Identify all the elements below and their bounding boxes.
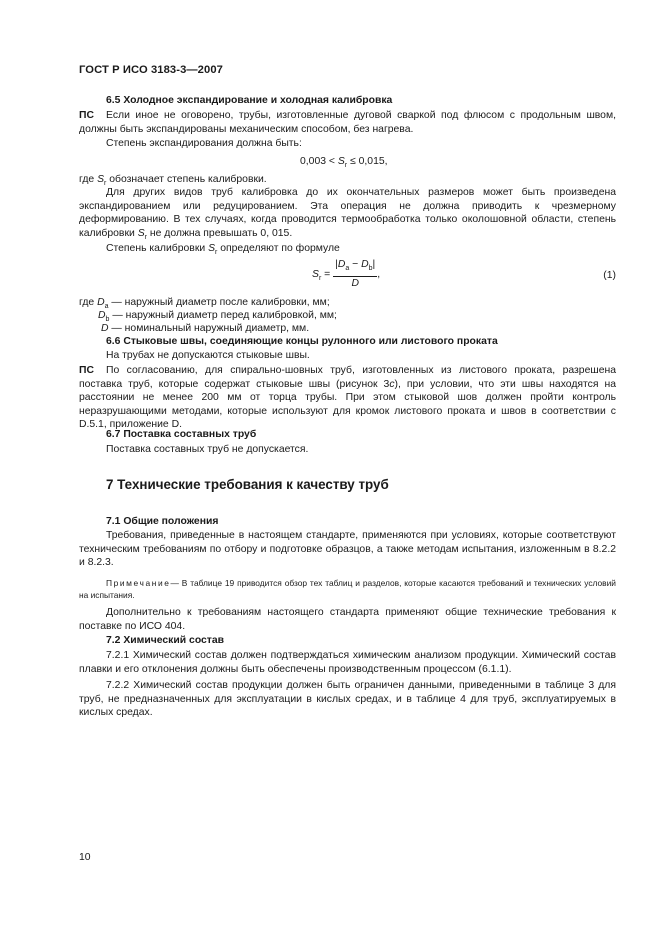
section-6-5-title: 6.5 Холодное экспандирование и холодная калибровка xyxy=(106,95,393,106)
num-a-sub: a xyxy=(345,265,350,273)
def-var: D xyxy=(97,297,105,308)
where-sub: r xyxy=(104,180,107,188)
where-var: S xyxy=(97,174,104,185)
section-6-7-p1: Поставка составных труб не допускается. xyxy=(106,444,309,455)
num-b-sub: b xyxy=(368,265,373,273)
ineq-left: 0,003 < xyxy=(300,156,335,167)
note-paragraph xyxy=(79,578,616,601)
calib-var: S xyxy=(208,243,215,254)
page-number: 10 xyxy=(79,852,91,863)
other-post: не должна превышать 0, 015. xyxy=(149,227,293,239)
section-6-5-ps-paragraph xyxy=(79,109,616,136)
def-text: — наружный диаметр после калибровки, мм; xyxy=(111,297,330,308)
formula-numerator: $|D_a - D_b|$ xyxy=(333,258,377,277)
def-text: — номинальный наружный диаметр, мм. xyxy=(111,323,310,334)
section-7-2-1: 7.2.1 Химический состав должен подтверждаться химическим анализом продукции. Химический состав плавки и его отклонения должны быть обеспечены производственным процессом (6.1.1). xyxy=(79,650,616,675)
other-sub: r xyxy=(144,233,147,241)
section-7-title: 7 Технические требования к качеству труб xyxy=(106,477,389,492)
formula-fraction xyxy=(333,258,377,290)
def-text: — наружный диаметр перед калибровкой, мм; xyxy=(112,310,337,321)
definition-d xyxy=(101,322,309,336)
num-minus: − xyxy=(352,259,359,270)
calib-pre: Степень калибровки xyxy=(106,243,206,254)
section-6-7-title: 6.7 Поставка составных труб xyxy=(106,429,257,440)
num-b: D xyxy=(361,259,369,270)
ineq-sub: r xyxy=(344,162,348,170)
num-a: D xyxy=(337,259,346,270)
ineq-right: ≤ 0,015, xyxy=(350,156,388,167)
section-7-2-2: 7.2.2 Химический состав продукции должен быть ограничен данными, приведенными в таблице 3 для труб, не предназначенных для эксплуатации в кислых средах, и в таблице 4 для труб, эксплуатируемых в кислых средах. xyxy=(79,680,616,719)
section-7-1-p2: Дополнительно к требованиям настоящего стандарта применяют общие технические требования к поставке по ИСО 404. xyxy=(79,607,616,632)
den: D xyxy=(351,277,359,289)
section-7-1-p1: Требования, приведенные в настоящем стандарте, применяются при условиях, которые соответствуют техническим требованиям по отбору и подготовке образцов, а также методам испытания, изложенным в 8.2.2 и 8.2.3. xyxy=(79,530,616,569)
formula-lhs: S xyxy=(312,268,319,280)
calib-post: определяют по формуле xyxy=(220,243,340,254)
def-sub: a xyxy=(104,303,109,311)
section-7-2-title: 7.2 Химический состав xyxy=(106,635,225,646)
other-pipes-paragraph xyxy=(79,186,616,244)
where-pre: где xyxy=(79,174,95,185)
calib-sub: r xyxy=(215,249,218,257)
other-text: Для других видов труб калибровка до их окончательных размеров может быть произведена экспандированием или редуцированием. Эта операция не должна приводить к чрезмерному деформированию. В тех случаях, когда проводится термообработка только околошовной области, степень калибровки xyxy=(79,187,616,239)
ps-text: Если иное не оговорено, трубы, изготовленные дуговой сваркой под флюсом с продольным швом, должны быть экспандированы механическим способом, без нагрева. xyxy=(79,110,616,135)
calibration-formula xyxy=(312,258,380,290)
ps-label: ПС xyxy=(79,365,94,376)
note-text: — В таблице 19 приводится обзор тех таблиц и разделов, которые касаются требований и технических условий на испытания. xyxy=(79,578,616,600)
ps-label: ПС xyxy=(79,110,94,121)
ps-text-post: ), при условии, что эти швы находятся на расстоянии не менее 200 мм от торца трубы. При этом стыковой шов должен пройти контроль неразрушающими методами, которые используют для кромок листового проката и швов в соответствии с D.5.1, приложение D. xyxy=(79,378,616,431)
document-header: ГОСТ Р ИСО 3183-3—2007 xyxy=(79,64,223,76)
section-6-6-p1: На трубах не допускаются стыковые швы. xyxy=(106,350,310,361)
def-var: D xyxy=(98,310,106,321)
other-var: S xyxy=(137,227,145,239)
formula-number: (1) xyxy=(603,270,616,281)
formula-denominator xyxy=(333,277,377,291)
expansion-text: Степень экспандирования должна быть: xyxy=(106,138,302,149)
note-label: Примечание xyxy=(106,578,171,588)
def-var: D xyxy=(101,323,109,334)
ps-figure-letter: c xyxy=(389,378,395,390)
where-post: обозначает степень калибровки. xyxy=(109,174,267,185)
ineq-var: S xyxy=(337,156,345,167)
def-where: где xyxy=(79,297,95,308)
def-sub: b xyxy=(105,316,110,324)
section-6-6-title: 6.6 Стыковые швы, соединяющие концы рулонного или листового проката xyxy=(106,336,498,347)
ps-text-pre: По согласованию, для спирально-шовных труб, изготовленных из листового проката, разрешена поставка труб, которые содержат стыковые швы (рисунок 3 xyxy=(79,365,616,390)
formula-eq: = xyxy=(324,268,331,280)
section-6-6-ps-paragraph xyxy=(79,364,616,432)
formula-lhs-sub: r xyxy=(318,274,322,282)
section-7-1-title: 7.1 Общие положения xyxy=(106,516,219,527)
inequality-formula xyxy=(300,155,388,173)
formula-comma: , xyxy=(377,268,381,280)
